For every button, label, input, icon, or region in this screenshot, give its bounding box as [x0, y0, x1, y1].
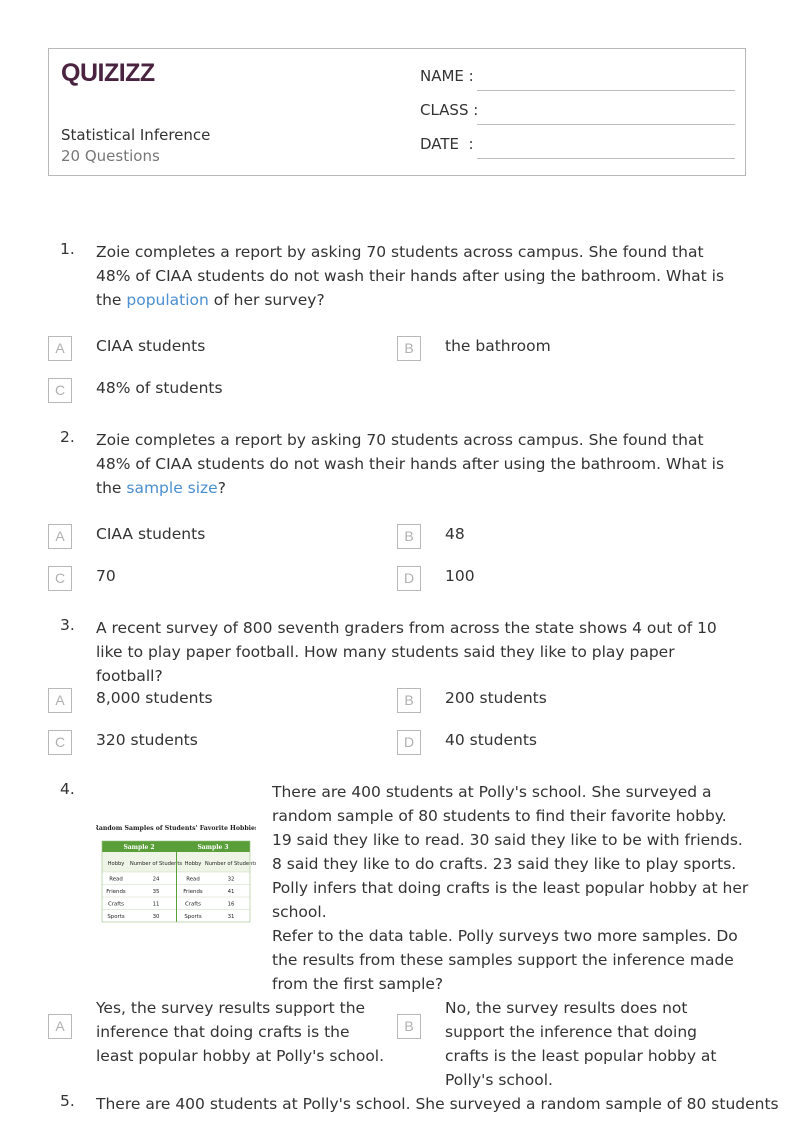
option-text: No, the survey results does not support the inference that doing crafts is the least popular hobby at Polly's school.: [445, 999, 717, 1089]
question-number: 4.: [60, 780, 75, 798]
question-number: 3.: [60, 616, 75, 634]
highlighted-term: population: [126, 291, 209, 309]
option-text: CIAA students: [96, 337, 206, 355]
option-text: 48: [445, 525, 465, 543]
table-cell: 30: [152, 914, 160, 920]
question-text: [96, 240, 736, 312]
table-cell: Friends: [183, 889, 203, 895]
option-letter-box: D: [397, 730, 421, 755]
name-label: NAME :: [420, 67, 474, 85]
table-cell: 31: [227, 914, 235, 920]
option-text: 48% of students: [96, 379, 223, 397]
col-header: Number of Students: [204, 861, 256, 867]
name-field[interactable]: [420, 67, 735, 91]
question-paragraph: There are 400 students at Polly's school. She surveyed a random sample of 80 students to find their favorite hobby. 19 said they like to read. 30 said they like to be with friends. 8 said they like to do crafts. 23 said they like to play sports. Polly infers that doing crafts is the least popular hobby at her school.: [272, 783, 749, 921]
table-cell: 41: [227, 889, 235, 895]
table-cell: 11: [152, 901, 160, 908]
data-table-image: [96, 822, 256, 928]
option-text: Yes, the survey results support the inference that doing crafts is the least popular hobby at Polly's school.: [96, 999, 385, 1065]
question-text-part: of her survey?: [208, 291, 325, 309]
table-title: Random Samples of Students' Favorite Hobbies: [96, 825, 256, 832]
option-text: 200 students: [445, 689, 547, 707]
option-text: 8,000 students: [96, 689, 213, 707]
table-cell: Sports: [107, 914, 125, 920]
option-text: 70: [96, 567, 116, 585]
class-label: CLASS :: [420, 101, 479, 119]
class-line[interactable]: [477, 124, 735, 125]
col-header: Number of Students: [129, 861, 183, 867]
option-text: the bathroom: [445, 337, 551, 355]
date-label: DATE :: [420, 135, 474, 153]
question-number: 1.: [60, 240, 75, 258]
name-line[interactable]: [477, 90, 735, 91]
worksheet-title: Statistical Inference: [61, 126, 211, 144]
question-paragraph: Refer to the data table. Polly surveys two more samples. Do the results from these samples support the inference made from the first sample?: [272, 927, 738, 993]
q4-option-a[interactable]: [48, 996, 385, 1070]
worksheet-header: [48, 48, 746, 176]
sample-2-header: Sample 2: [123, 844, 155, 851]
table-cell: Crafts: [184, 901, 202, 908]
hobbies-table-graphic: [96, 822, 256, 928]
option-letter-box: C: [48, 378, 72, 403]
col-header: Hobby: [184, 861, 202, 867]
col-header: Hobby: [107, 861, 125, 867]
table-cell: 35: [152, 889, 160, 895]
question-text: There are 400 students at Polly's school. She surveyed a random sample of 80 students: [96, 1095, 779, 1113]
table-cell: 16: [227, 901, 235, 908]
table-cell: Crafts: [107, 901, 125, 908]
option-letter-box: A: [48, 336, 72, 361]
table-cell: Read: [186, 876, 200, 883]
table-cell: Friends: [106, 889, 126, 895]
table-cell: Read: [109, 876, 123, 883]
question-text-part: Zoie completes a report by asking 70 students across campus. She found that 48% of CIAA students do not wash their hands after using the bathroom. What is the: [96, 431, 725, 497]
option-letter-box: B: [397, 524, 421, 549]
option-letter-box: D: [397, 566, 421, 591]
q4-option-b[interactable]: [397, 996, 742, 1089]
question-4-text: [272, 780, 750, 996]
option-letter-box: B: [397, 336, 421, 361]
question-number: 2.: [60, 428, 75, 446]
quizizz-logo: QUIZIZZ: [61, 59, 155, 87]
date-line[interactable]: [477, 158, 735, 159]
option-letter-box: B: [397, 1014, 421, 1039]
question-text: A recent survey of 800 seventh graders from across the state shows 4 out of 10 like to play paper football. How many students said they like to play paper football?: [96, 619, 717, 685]
option-letter-box: A: [48, 524, 72, 549]
question-number: 5.: [60, 1092, 75, 1110]
sample-3-header: Sample 3: [197, 844, 229, 851]
option-text: 40 students: [445, 731, 537, 749]
option-letter-box: A: [48, 1014, 72, 1039]
question-count: 20 Questions: [61, 147, 160, 165]
table-cell: Sports: [184, 914, 202, 920]
option-text: 100: [445, 567, 475, 585]
option-text: CIAA students: [96, 525, 206, 543]
option-letter-box: C: [48, 730, 72, 755]
question-text-part: Zoie completes a report by asking 70 students across campus. She found that 48% of CIAA students do not wash their hands after using the bathroom. What is the: [96, 243, 725, 309]
question-text-part: ?: [217, 479, 226, 497]
highlighted-term: sample size: [126, 479, 218, 497]
class-field[interactable]: [420, 101, 735, 125]
option-text: 320 students: [96, 731, 198, 749]
option-letter-box: B: [397, 688, 421, 713]
option-letter-box: A: [48, 688, 72, 713]
date-field[interactable]: [420, 135, 735, 159]
table-cell: 32: [227, 876, 235, 883]
table-cell: 24: [152, 876, 160, 883]
question-text: [96, 428, 736, 500]
option-letter-box: C: [48, 566, 72, 591]
